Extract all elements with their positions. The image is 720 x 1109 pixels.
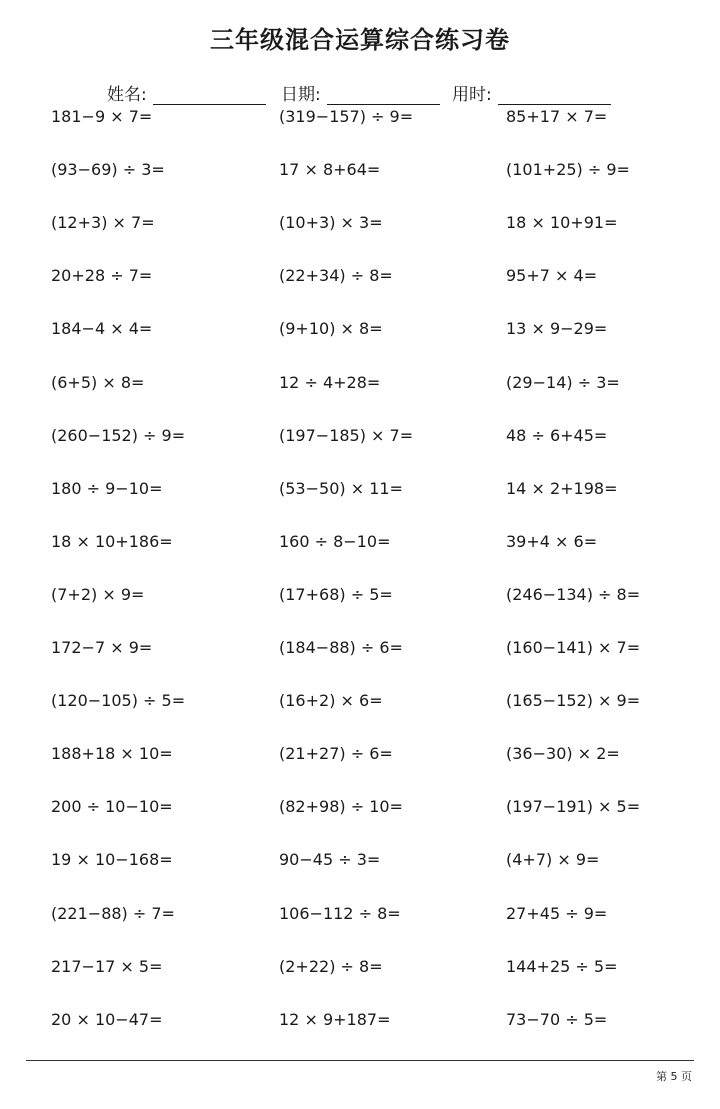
problem-item: (4+7) × 9= — [506, 850, 600, 869]
problem-item: 188+18 × 10= — [51, 744, 173, 763]
problem-item: 20 × 10−47= — [51, 1010, 163, 1029]
problem-item: (246−134) ÷ 8= — [506, 585, 641, 604]
problem-item: 19 × 10−168= — [51, 850, 173, 869]
page-number: 第 5 页 — [656, 1070, 692, 1083]
problem-item: 184−4 × 4= — [51, 319, 153, 338]
problem-item: 27+45 ÷ 9= — [506, 904, 608, 923]
problem-item: (22+34) ÷ 8= — [279, 266, 393, 285]
name-field — [107, 80, 266, 105]
problem-item: 18 × 10+91= — [506, 213, 618, 232]
problem-item: 12 ÷ 4+28= — [279, 373, 381, 392]
time-blank-line[interactable] — [498, 86, 611, 105]
problem-item: (120−105) ÷ 5= — [51, 691, 186, 710]
problem-item: (9+10) × 8= — [279, 319, 383, 338]
problem-item: 20+28 ÷ 7= — [51, 266, 153, 285]
problem-item: 17 × 8+64= — [279, 160, 381, 179]
problem-item: (160−141) × 7= — [506, 638, 641, 657]
problem-item: (29−14) ÷ 3= — [506, 373, 620, 392]
problem-item: (319−157) ÷ 9= — [279, 107, 414, 126]
problem-item: (165−152) × 9= — [506, 691, 641, 710]
problem-item: 18 × 10+186= — [51, 532, 173, 551]
problem-item: (2+22) ÷ 8= — [279, 957, 383, 976]
problem-item: 39+4 × 6= — [506, 532, 598, 551]
problem-item: 85+17 × 7= — [506, 107, 608, 126]
date-field — [281, 80, 440, 105]
name-label: 姓名: — [107, 85, 147, 105]
problem-item: (7+2) × 9= — [51, 585, 145, 604]
problem-item: (184−88) ÷ 6= — [279, 638, 403, 657]
problem-item: (93−69) ÷ 3= — [51, 160, 165, 179]
problem-item: (53−50) × 11= — [279, 479, 403, 498]
problem-item: (12+3) × 7= — [51, 213, 155, 232]
problem-item: (197−185) × 7= — [279, 426, 414, 445]
problem-item: (197−191) × 5= — [506, 797, 641, 816]
problem-item: (221−88) ÷ 7= — [51, 904, 175, 923]
time-label: 用时: — [452, 85, 492, 105]
problem-item: 48 ÷ 6+45= — [506, 426, 608, 445]
problem-item: (10+3) × 3= — [279, 213, 383, 232]
problem-item: (21+27) ÷ 6= — [279, 744, 393, 763]
problem-item: 95+7 × 4= — [506, 266, 598, 285]
problem-item: 144+25 ÷ 5= — [506, 957, 618, 976]
time-field — [452, 80, 611, 105]
problem-item: 12 × 9+187= — [279, 1010, 391, 1029]
problem-item: (6+5) × 8= — [51, 373, 145, 392]
footer-divider — [26, 1060, 694, 1061]
problem-item: 200 ÷ 10−10= — [51, 797, 173, 816]
problem-item: 172−7 × 9= — [51, 638, 153, 657]
problem-item: 90−45 ÷ 3= — [279, 850, 381, 869]
problem-item: (101+25) ÷ 9= — [506, 160, 630, 179]
problem-item: 73−70 ÷ 5= — [506, 1010, 608, 1029]
problem-item: (16+2) × 6= — [279, 691, 383, 710]
date-blank-line[interactable] — [327, 86, 440, 105]
problem-item: (82+98) ÷ 10= — [279, 797, 403, 816]
date-label: 日期: — [281, 85, 321, 105]
problem-item: 160 ÷ 8−10= — [279, 532, 391, 551]
problem-item: 14 × 2+198= — [506, 479, 618, 498]
problem-item: 217−17 × 5= — [51, 957, 163, 976]
problem-item: (260−152) ÷ 9= — [51, 426, 186, 445]
problem-item: 180 ÷ 9−10= — [51, 479, 163, 498]
problem-item: 13 × 9−29= — [506, 319, 608, 338]
name-blank-line[interactable] — [153, 86, 266, 105]
problem-item: 106−112 ÷ 8= — [279, 904, 401, 923]
problem-item: 181−9 × 7= — [51, 107, 153, 126]
problem-item: (17+68) ÷ 5= — [279, 585, 393, 604]
page-title: 三年级混合运算综合练习卷 — [210, 26, 510, 54]
problem-item: (36−30) × 2= — [506, 744, 620, 763]
